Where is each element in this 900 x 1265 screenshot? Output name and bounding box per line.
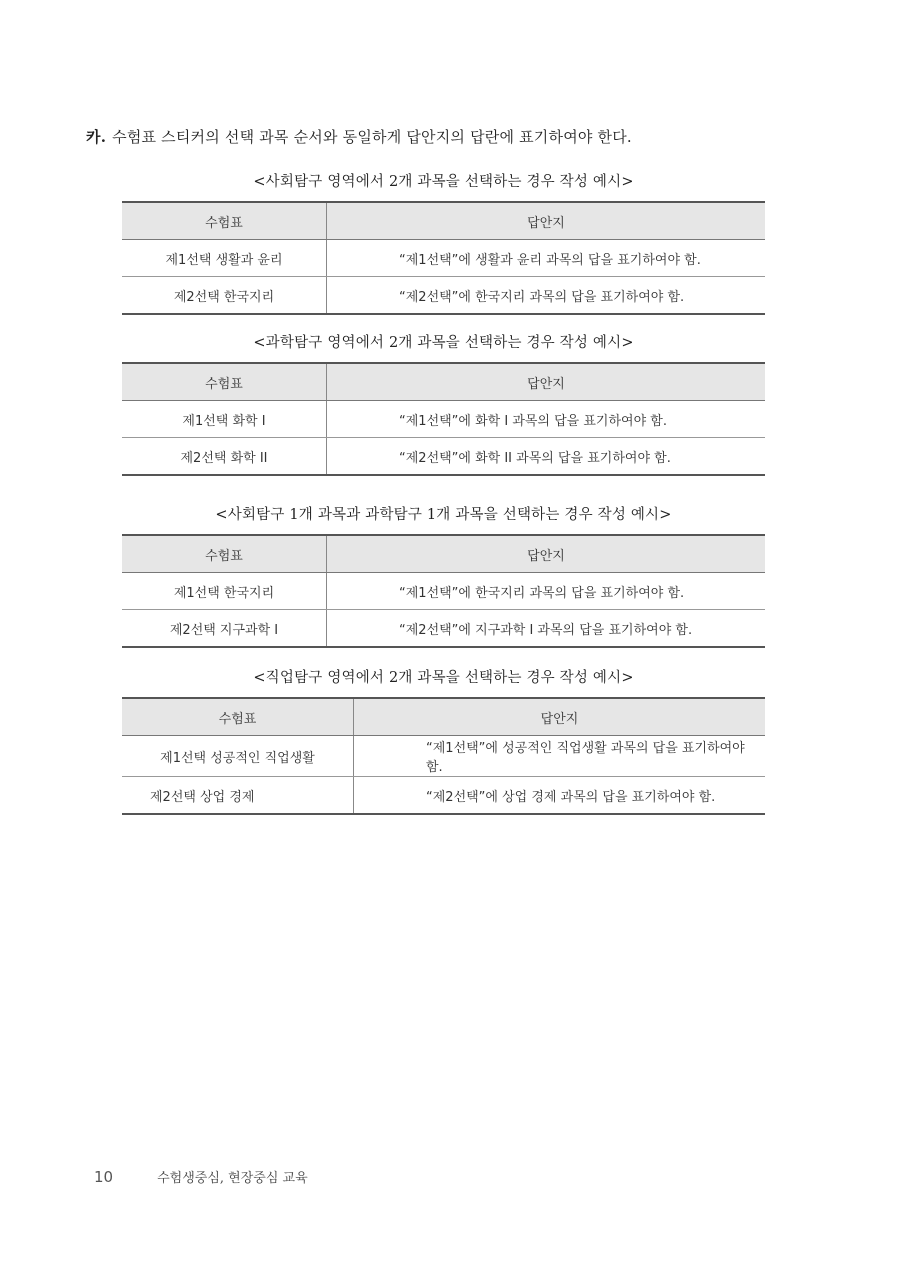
column-header-ticket: 수험표 bbox=[122, 202, 327, 240]
ticket-cell: 제2선택 화학 II bbox=[122, 438, 327, 476]
answer-cell: “제2선택”에 상업 경제 과목의 답을 표기하여야 함. bbox=[354, 777, 766, 815]
table-row bbox=[122, 438, 765, 476]
page-number: 10 bbox=[94, 1168, 114, 1186]
ticket-cell: 제1선택 화학 I bbox=[122, 401, 327, 438]
answer-cell: “제1선택”에 한국지리 과목의 답을 표기하여야 함. bbox=[327, 573, 766, 610]
example-section-vocational bbox=[122, 666, 765, 815]
example-section-mixed bbox=[122, 503, 765, 648]
table-row bbox=[122, 610, 765, 648]
table-row bbox=[122, 736, 765, 777]
example-table bbox=[122, 697, 765, 815]
table-row bbox=[122, 573, 765, 610]
column-header-ticket: 수험표 bbox=[122, 535, 327, 573]
example-section-social bbox=[122, 170, 765, 315]
section-caption: <사회탐구 1개 과목과 과학탐구 1개 과목을 선택하는 경우 작성 예시> bbox=[215, 507, 672, 523]
table-row bbox=[122, 401, 765, 438]
intro-paragraph bbox=[86, 126, 632, 147]
table-header-row bbox=[122, 698, 765, 736]
ticket-cell: 제1선택 생활과 윤리 bbox=[122, 240, 327, 277]
example-section-science bbox=[122, 331, 765, 476]
section-caption: <직업탐구 영역에서 2개 과목을 선택하는 경우 작성 예시> bbox=[253, 670, 634, 686]
column-header-ticket: 수험표 bbox=[122, 363, 327, 401]
column-header-answer-sheet: 답안지 bbox=[327, 535, 766, 573]
table-header-row bbox=[122, 535, 765, 573]
example-table bbox=[122, 534, 765, 648]
answer-cell: “제2선택”에 한국지리 과목의 답을 표기하여야 함. bbox=[327, 277, 766, 315]
example-table bbox=[122, 362, 765, 476]
ticket-cell: 제2선택 지구과학 I bbox=[122, 610, 327, 648]
table-header-row bbox=[122, 363, 765, 401]
answer-cell: “제1선택”에 성공적인 직업생활 과목의 답을 표기하여야 함. bbox=[354, 736, 766, 777]
ticket-cell: 제1선택 한국지리 bbox=[122, 573, 327, 610]
column-header-answer-sheet: 답안지 bbox=[327, 363, 766, 401]
answer-cell: “제2선택”에 지구과학 I 과목의 답을 표기하여야 함. bbox=[327, 610, 766, 648]
section-caption: <과학탐구 영역에서 2개 과목을 선택하는 경우 작성 예시> bbox=[253, 335, 634, 351]
table-header-row bbox=[122, 202, 765, 240]
answer-cell: “제1선택”에 화학 I 과목의 답을 표기하여야 함. bbox=[327, 401, 766, 438]
answer-cell: “제2선택”에 화학 II 과목의 답을 표기하여야 함. bbox=[327, 438, 766, 476]
answer-cell: “제1선택”에 생활과 윤리 과목의 답을 표기하여야 함. bbox=[327, 240, 766, 277]
table-row bbox=[122, 240, 765, 277]
intro-text: 수험표 스티커의 선택 과목 순서와 동일하게 답안지의 답란에 표기하여야 한다. bbox=[112, 128, 632, 146]
footer-text: 수험생중심, 현장중심 교육 bbox=[157, 1171, 308, 1186]
page-footer bbox=[94, 1167, 308, 1186]
column-header-ticket: 수험표 bbox=[122, 698, 354, 736]
intro-marker: 카. bbox=[86, 128, 107, 146]
column-header-answer-sheet: 답안지 bbox=[327, 202, 766, 240]
ticket-cell: 제1선택 성공적인 직업생활 bbox=[122, 736, 354, 777]
column-header-answer-sheet: 답안지 bbox=[354, 698, 766, 736]
section-caption: <사회탐구 영역에서 2개 과목을 선택하는 경우 작성 예시> bbox=[253, 174, 634, 190]
table-row bbox=[122, 277, 765, 315]
ticket-cell: 제2선택 상업 경제 bbox=[122, 777, 354, 815]
table-row bbox=[122, 777, 765, 815]
example-table bbox=[122, 201, 765, 315]
ticket-cell: 제2선택 한국지리 bbox=[122, 277, 327, 315]
